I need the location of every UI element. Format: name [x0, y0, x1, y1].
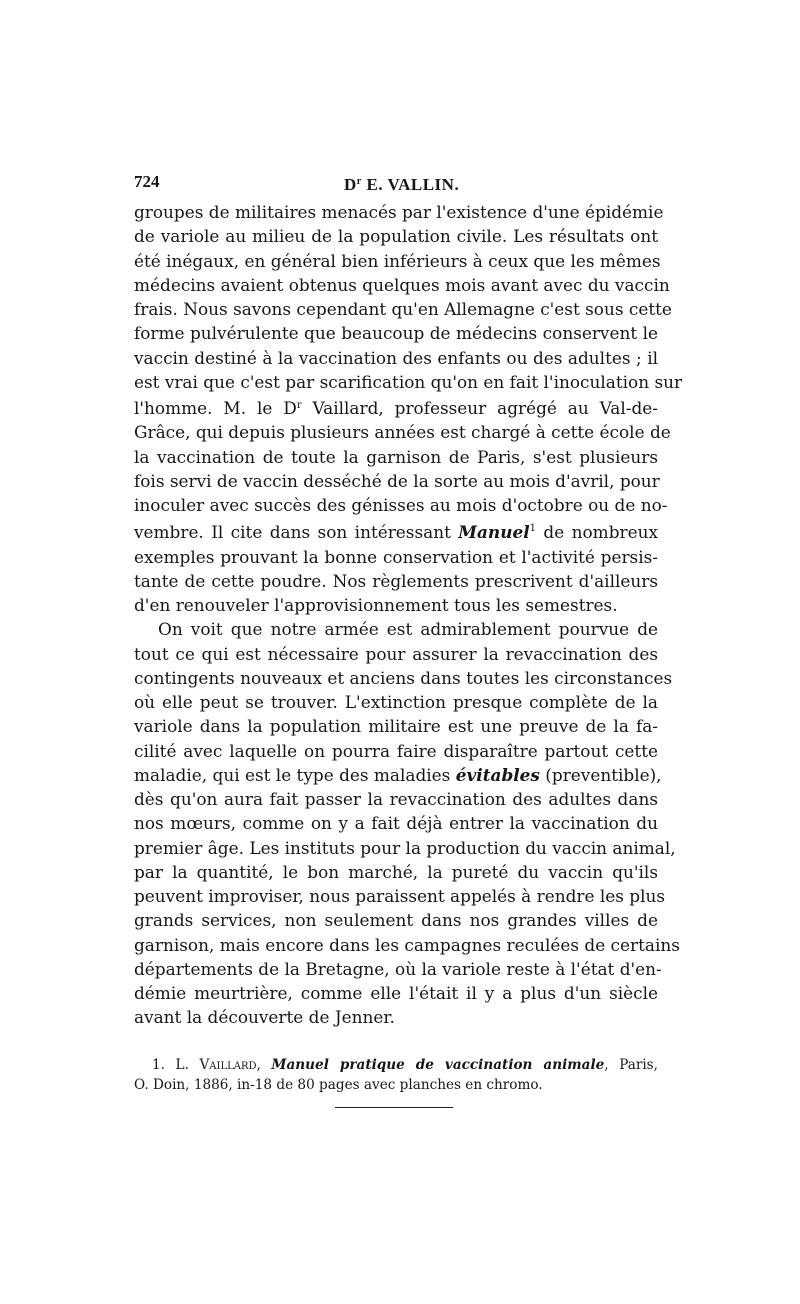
- text-line: tout ce qui est nécessaire pour assurer la revaccination des: [134, 643, 658, 664]
- author-name: E. VALLIN.: [361, 175, 460, 194]
- text-line: de variole au milieu de la population civile. Les résultats ont: [134, 226, 658, 247]
- paragraph-1: [134, 200, 683, 617]
- text-line: par la quantité, le bon marché, la pureté du vaccin qu'ils: [134, 861, 658, 882]
- text-line: cilité avec laquelle on pourra faire disparaître partout cette: [134, 740, 658, 761]
- text-line: dès qu'on aura fait passer la revaccination des adultes dans: [134, 789, 658, 809]
- emphasis-manuel: Manuel: [458, 522, 530, 543]
- text-line: groupes de militaires menacés par l'existence d'une épidémie: [134, 202, 664, 222]
- text-line: variole dans la population militaire est une preuve de la fa-: [134, 716, 658, 737]
- text-fragment: vembre. Il cite dans son intéressant: [134, 522, 459, 543]
- text-line: été inégaux, en général bien inférieurs à ceux que les mêmes: [134, 250, 661, 271]
- text-line: où elle peut se trouver. L'extinction presque complète de la: [134, 692, 658, 712]
- text-line: la vaccination de toute la garnison de Paris, s'est plusieurs: [134, 446, 658, 467]
- text-line: [134, 517, 658, 544]
- text-fragment: de nombreux: [536, 522, 658, 543]
- text-line: nos mœurs, comme on y a fait déjà entrer la vaccination du: [134, 813, 658, 834]
- footnote-after-title: , Paris,: [604, 1057, 658, 1073]
- text-line: [134, 763, 662, 787]
- text-line: [134, 394, 658, 420]
- footnote-number: 1. L.: [152, 1057, 200, 1073]
- text-line: d'en renouveler l'approvisionnement tous les semestres.: [134, 595, 618, 615]
- footnote-sep: ,: [256, 1057, 272, 1073]
- text-line: garnison, mais encore dans les campagnes reculées de certains: [134, 934, 680, 955]
- text-line: exemples prouvant la bonne conservation et l'activité persis-: [134, 546, 658, 567]
- author-sup: r: [356, 176, 362, 187]
- running-header: [134, 171, 658, 193]
- footnote-ref: 1: [529, 523, 537, 535]
- footnote-divider: [335, 1107, 453, 1108]
- footnote: [134, 1055, 658, 1095]
- text-line: peuvent improviser, nous paraissent appelés à rendre les plus: [134, 886, 666, 906]
- text-line: fois servi de vaccin desséché de la sorte au mois d'avril, pour: [134, 470, 660, 491]
- text-line: Grâce, qui depuis plusieurs années est chargé à cette école de: [134, 422, 671, 443]
- text-fragment: Vaillard, professeur agrégé au Val-de-: [301, 398, 659, 418]
- body-text: [134, 200, 683, 1030]
- text-line: tante de cette poudre. Nos règlements prescrivent d'ailleurs: [134, 570, 658, 591]
- text-line: frais. Nous savons cependant qu'en Allemagne c'est sous cette: [134, 299, 672, 319]
- author-prefix: D: [344, 175, 357, 194]
- paragraph-2: [134, 617, 680, 1029]
- text-line: contingents nouveaux et anciens dans toutes les circonstances: [134, 667, 673, 688]
- text-line: vaccin destiné à la vaccination des enfants ou des adultes ; il: [134, 347, 658, 368]
- doctor-sup: r: [296, 400, 302, 411]
- text-line: démie meurtrière, comme elle l'était il y a plus d'un siècle: [134, 983, 658, 1003]
- running-title: [344, 171, 459, 196]
- footnote-author: Vaillard: [199, 1057, 257, 1073]
- text-line: est vrai que c'est par scarification qu'on en fait l'inoculation sur: [134, 371, 683, 392]
- text-fragment: l'homme. M. le D: [134, 398, 297, 418]
- footnote-line: O. Doin, 1886, in-18 de 80 pages avec planches en chromo.: [134, 1077, 543, 1093]
- text-fragment: maladie, qui est le type des maladies: [134, 764, 456, 785]
- text-line: médecins avaient obtenus quelques mois avant avec du vaccin: [134, 274, 670, 295]
- footnote-line: [134, 1055, 658, 1075]
- text-line: premier âge. Les instituts pour la production du vaccin animal,: [134, 837, 676, 858]
- text-fragment: (preventible),: [539, 764, 662, 785]
- emphasis-evitables: évitables: [455, 764, 540, 785]
- text-line: grands services, non seulement dans nos grandes villes de: [134, 910, 658, 931]
- text-line: On voit que notre armée est admirablement pourvue de: [158, 619, 658, 640]
- footnote-title: Manuel pratique de vaccination animale: [271, 1057, 605, 1073]
- page-number: 724: [134, 172, 160, 191]
- text-line: départements de la Bretagne, où la variole reste à l'état d'en-: [134, 958, 662, 979]
- text-line: forme pulvérulente que beaucoup de médecins conservent le: [134, 323, 658, 344]
- text-line: avant la découverte de Jenner.: [134, 1007, 395, 1028]
- text-line: inoculer avec succès des génisses au mois d'octobre ou de no-: [134, 495, 668, 515]
